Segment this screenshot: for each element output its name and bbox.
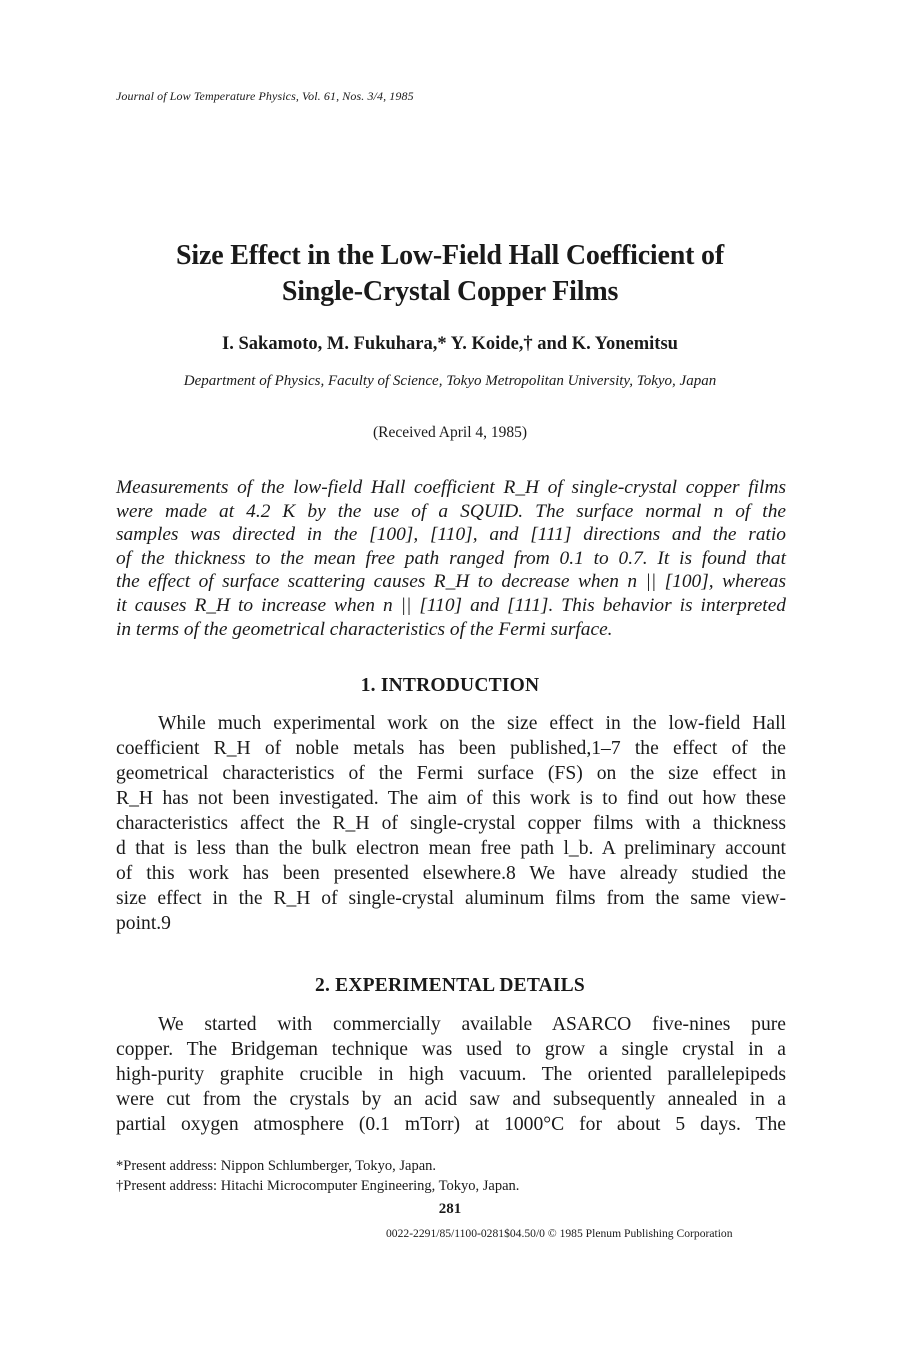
paragraph-line: coefficient R_H of noble metals has been published,1–7 the effect of the bbox=[116, 738, 786, 759]
paragraph-line: high-purity graphite crucible in high vacuum. The oriented parallelepipeds bbox=[116, 1064, 786, 1085]
paragraph-line: characteristics affect the R_H of single-crystal copper films with a thickness bbox=[116, 813, 786, 834]
paragraph-line: While much experimental work on the size effect in the low-field Hall bbox=[158, 713, 786, 734]
paragraph-line: point.9 bbox=[116, 913, 171, 934]
introduction-paragraph bbox=[116, 711, 786, 936]
title-line-2: Single-Crystal Copper Films bbox=[281, 276, 619, 307]
paragraph-line: R_H has not been investigated. The aim of this work is to find out how these bbox=[116, 788, 786, 809]
paragraph-line: We started with commercially available ASARCO five-nines pure bbox=[158, 1014, 786, 1035]
received-date: (Received April 4, 1985) bbox=[372, 424, 528, 441]
abstract-line: were made at 4.2 K by the use of a SQUID. The surface normal n of the bbox=[116, 500, 786, 522]
paragraph-line: geometrical characteristics of the Fermi surface (FS) on the size effect in bbox=[116, 763, 786, 784]
paragraph-line: size effect in the R_H of single-crystal aluminum films from the same view- bbox=[116, 888, 786, 909]
experimental-paragraph bbox=[116, 1012, 786, 1137]
section-heading-experimental-details: 2. EXPERIMENTAL DETAILS bbox=[315, 975, 585, 996]
abstract-line: samples was directed in the [100], [110], and [111] directions and the ratio bbox=[116, 524, 786, 546]
footnote-present-address-2: †Present address: Hitachi Microcomputer Engineering, Tokyo, Japan. bbox=[116, 1178, 520, 1194]
affiliation: Department of Physics, Faculty of Science, Tokyo Metropolitan University, Tokyo, Japan bbox=[183, 373, 717, 389]
abstract-line: Measurements of the low-field Hall coefficient R_H of single-crystal copper films bbox=[116, 477, 786, 498]
running-head: Journal of Low Temperature Physics, Vol. 61, Nos. 3/4, 1985 bbox=[116, 89, 414, 103]
abstract-line: the effect of surface scattering causes R_H to decrease when n || [100], whereas bbox=[116, 571, 786, 593]
paragraph-line: d that is less than the bulk electron mean free path l_b. A preliminary account bbox=[116, 838, 786, 859]
author-list: I. Sakamoto, M. Fukuhara,* Y. Koide,† and K. Yonemitsu bbox=[222, 334, 678, 354]
paragraph-line: partial oxygen atmosphere (0.1 mTorr) at 1000°C for about 5 days. The bbox=[116, 1114, 786, 1135]
abstract bbox=[116, 476, 786, 641]
paragraph-line: copper. The Bridgeman technique was used to grow a single crystal in a bbox=[116, 1039, 786, 1060]
paragraph-line: of this work has been presented elsewhere.8 We have already studied the bbox=[116, 863, 786, 884]
footnote-present-address-1: *Present address: Nippon Schlumberger, Tokyo, Japan. bbox=[116, 1158, 437, 1174]
abstract-line: it causes R_H to increase when n || [110] and [111]. This behavior is interpreted bbox=[116, 594, 786, 616]
title-line-1: Size Effect in the Low-Field Hall Coefficient of bbox=[176, 240, 724, 271]
paper-title bbox=[100, 238, 800, 310]
abstract-line: of the thickness to the mean free path ranged from 0.1 to 0.7. It is found that bbox=[116, 547, 786, 569]
abstract-line: in terms of the geometrical characteristics of the Fermi surface. bbox=[116, 618, 613, 640]
section-heading-introduction: 1. INTRODUCTION bbox=[360, 675, 540, 696]
paragraph-line: were cut from the crystals by an acid saw and subsequently annealed in a bbox=[116, 1089, 786, 1110]
page-number: 281 bbox=[438, 1201, 462, 1217]
copyright-line: 0022-2291/85/1100-0281$04.50/0 © 1985 Plenum Publishing Corporation bbox=[386, 1227, 733, 1240]
